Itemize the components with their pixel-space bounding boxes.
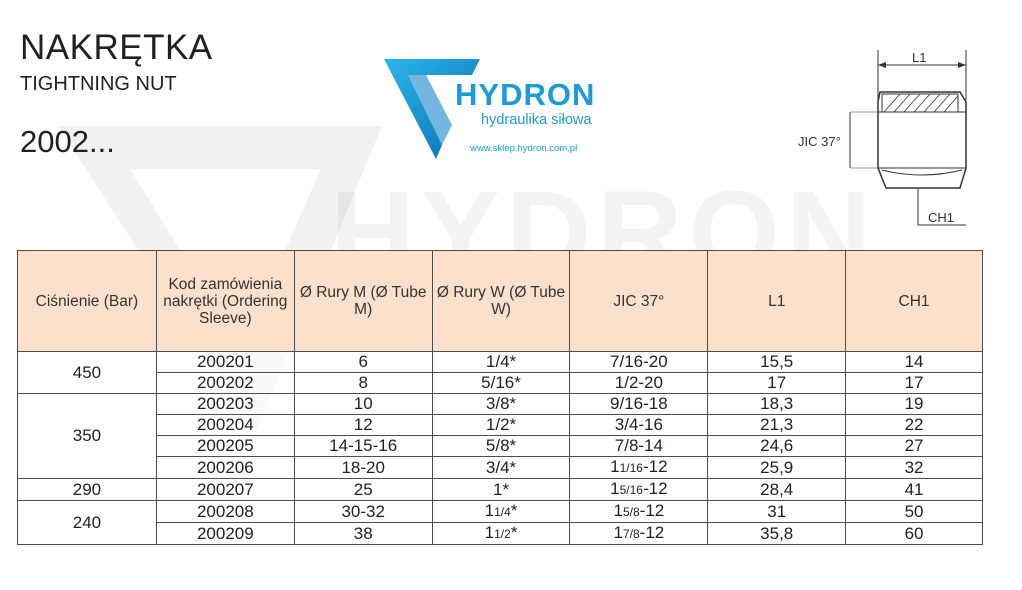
jic-cell: 3/4-16	[570, 415, 708, 436]
tube-m-cell: 18-20	[294, 457, 432, 479]
tube-m-cell: 38	[294, 523, 432, 545]
jic-cell: 15/8-12	[570, 501, 708, 523]
page-title: NAKRĘTKA	[20, 28, 213, 67]
tube-m-cell: 12	[294, 415, 432, 436]
page-subtitle: TIGHTNING NUT	[20, 73, 177, 95]
logo-tagline: hydraulika siłowa	[481, 112, 592, 128]
code-cell: 200201	[156, 352, 294, 373]
l1-cell: 17	[708, 373, 846, 394]
l1-cell: 25,9	[708, 457, 846, 479]
tube-w-cell: 5/16*	[432, 373, 570, 394]
ch1-cell: 27	[846, 436, 983, 457]
tube-w-cell: 1/4*	[432, 352, 570, 373]
l1-cell: 21,3	[708, 415, 846, 436]
jic-cell: 7/8-14	[570, 436, 708, 457]
l1-cell: 24,6	[708, 436, 846, 457]
tube-w-cell: 11/4*	[432, 501, 570, 523]
code-cell: 200202	[156, 373, 294, 394]
l1-cell: 28,4	[708, 479, 846, 501]
tube-m-cell: 30-32	[294, 501, 432, 523]
pressure-cell: 350	[18, 394, 157, 479]
pressure-cell: 450	[18, 352, 157, 394]
table-row	[18, 436, 983, 457]
table-row	[18, 523, 983, 545]
table-row	[18, 394, 983, 415]
table-header-row	[18, 251, 983, 352]
ch1-cell: 22	[846, 415, 983, 436]
l1-cell: 18,3	[708, 394, 846, 415]
ch1-cell: 50	[846, 501, 983, 523]
label-jic: JIC 37°	[798, 134, 841, 149]
ch1-cell: 14	[846, 352, 983, 373]
table-row	[18, 457, 983, 479]
header-ordering-code: Kod zamówienia nakrętki (Ordering Sleeve)	[156, 251, 294, 352]
code-cell: 200209	[156, 523, 294, 545]
logo-url[interactable]: www.sklep.hydron.com.pl	[470, 143, 578, 154]
jic-cell: 17/8-12	[570, 523, 708, 545]
l1-cell: 15,5	[708, 352, 846, 373]
ch1-cell: 60	[846, 523, 983, 545]
header-l1: L1	[708, 251, 846, 352]
pressure-cell: 290	[18, 479, 157, 501]
ch1-cell: 41	[846, 479, 983, 501]
l1-cell: 31	[708, 501, 846, 523]
label-l1: L1	[912, 50, 927, 65]
jic-cell: 15/16-12	[570, 479, 708, 501]
ch1-cell: 19	[846, 394, 983, 415]
code-cell: 200205	[156, 436, 294, 457]
ch1-cell: 32	[846, 457, 983, 479]
nut-technical-drawing	[790, 40, 990, 240]
header-pressure: Ciśnienie (Bar)	[18, 251, 157, 352]
tube-w-cell: 3/4*	[432, 457, 570, 479]
tube-m-cell: 8	[294, 373, 432, 394]
tube-w-cell: 1*	[432, 479, 570, 501]
tube-m-cell: 25	[294, 479, 432, 501]
code-cell: 200207	[156, 479, 294, 501]
table-row	[18, 479, 983, 501]
tube-m-cell: 10	[294, 394, 432, 415]
header-tube-w: Ø Rury W (Ø Tube W)	[432, 251, 570, 352]
code-cell: 200203	[156, 394, 294, 415]
code-cell: 200206	[156, 457, 294, 479]
jic-cell: 9/16-18	[570, 394, 708, 415]
table-row	[18, 373, 983, 394]
code-cell: 200208	[156, 501, 294, 523]
tube-w-cell: 1/2*	[432, 415, 570, 436]
jic-cell: 7/16-20	[570, 352, 708, 373]
pressure-cell: 240	[18, 501, 157, 545]
table-row	[18, 415, 983, 436]
ch1-cell: 17	[846, 373, 983, 394]
l1-cell: 35,8	[708, 523, 846, 545]
tube-m-cell: 6	[294, 352, 432, 373]
tube-m-cell: 14-15-16	[294, 436, 432, 457]
tube-w-cell: 11/2*	[432, 523, 570, 545]
header-jic: JIC 37°	[570, 251, 708, 352]
header-tube-m: Ø Rury M (Ø Tube M)	[294, 251, 432, 352]
spec-table	[17, 250, 983, 545]
table-row	[18, 352, 983, 373]
tube-w-cell: 3/8*	[432, 394, 570, 415]
header-ch1: CH1	[846, 251, 983, 352]
series-number: 2002...	[20, 124, 115, 159]
tube-w-cell: 5/8*	[432, 436, 570, 457]
code-cell: 200204	[156, 415, 294, 436]
jic-cell: 11/16-12	[570, 457, 708, 479]
table-row	[18, 501, 983, 523]
logo-brand: HYDRON	[455, 77, 596, 112]
label-ch1: CH1	[928, 210, 955, 225]
jic-cell: 1/2-20	[570, 373, 708, 394]
